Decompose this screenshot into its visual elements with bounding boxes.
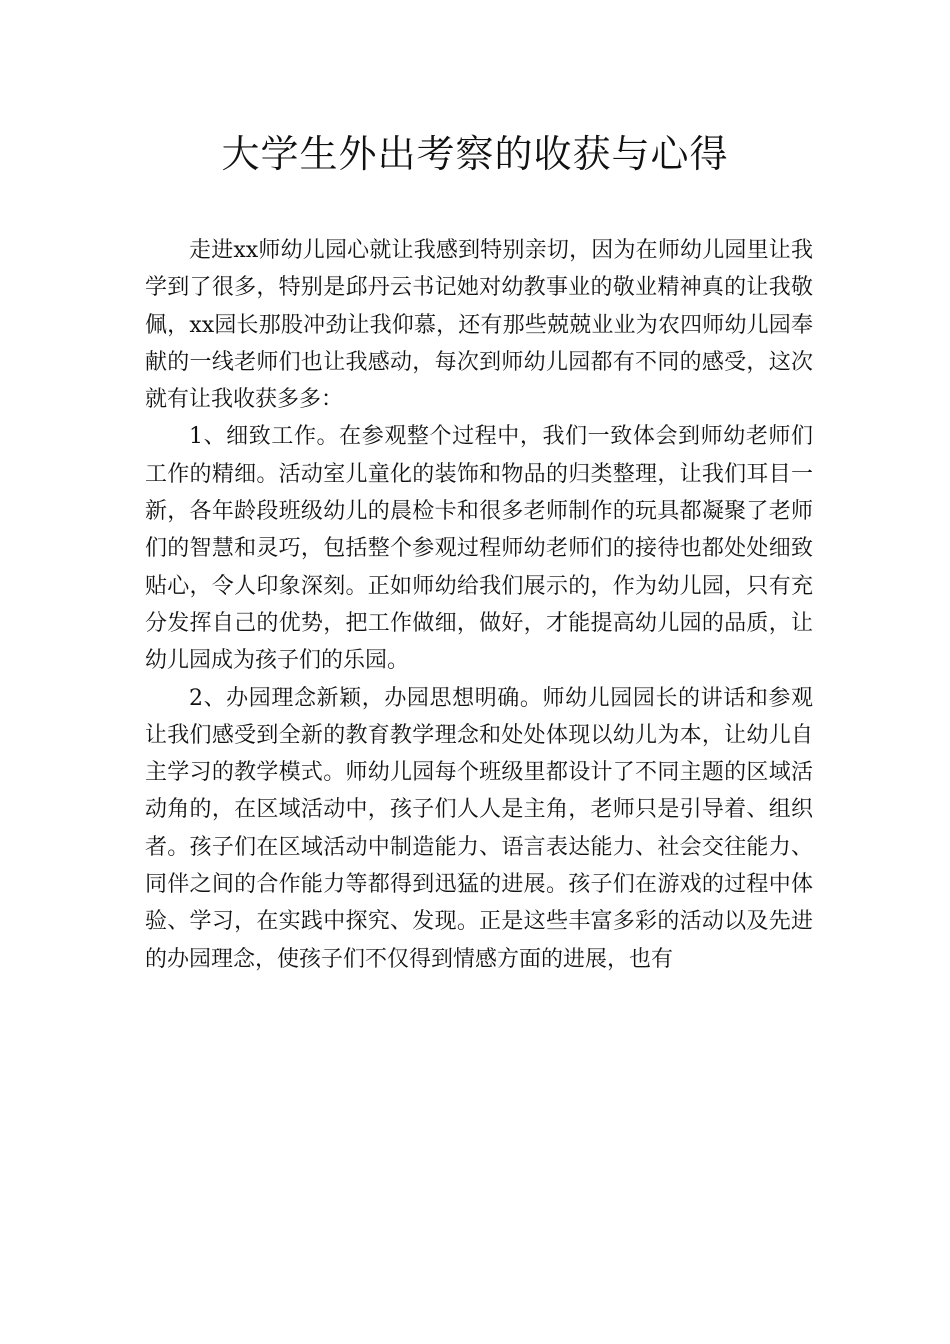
paragraph-intro: 走进xx师幼儿园心就让我感到特别亲切，因为在师幼儿园里让我学到了很多，特别是邱丹云书记她对幼教事业的敬业精神真的让我敬佩，xx园长那股冲劲让我仰慕，还有那些兢兢业业为农四师幼儿园奉献的一线老师们也让我感动，每次到师幼儿园都有不同的感受，这次就有让我收获多多：	[145, 238, 813, 413]
paragraph-point-2: 2、办园理念新颖，办园思想明确。师幼儿园园长的讲话和参观让我们感受到全新的教育教学理念和处处体现以幼儿为本，让幼儿自主学习的教学模式。师幼儿园每个班级里都设计了不同主题的区域活动角的，在区域活动中，孩子们人人是主角，老师只是引导着、组织者。孩子们在区域活动中制造能力、语言表达能力、社会交往能力、同伴之间的合作能力等都得到迅猛的进展。孩子们在游戏的过程中体验、学习，在实践中探究、发现。正是这些丰富多彩的活动以及先进的办园理念，使孩子们不仅得到情感方面的进展，也有	[145, 685, 813, 972]
document-body	[145, 232, 813, 978]
document-title: 大学生外出考察的收获与心得	[221, 132, 729, 176]
paragraph-point-1: 1、细致工作。在参观整个过程中，我们一致体会到师幼老师们工作的精细。活动室儿童化的装饰和物品的归类整理，让我们耳目一新，各年龄段班级幼儿的晨检卡和很多老师制作的玩具都凝聚了老师们的智慧和灵巧，包括整个参观过程师幼老师们的接待也都处处细致贴心，令人印象深刻。正如师幼给我们展示的，作为幼儿园，只有充分发挥自己的优势，把工作做细，做好，才能提高幼儿园的品质，让幼儿园成为孩子们的乐园。	[145, 424, 813, 674]
